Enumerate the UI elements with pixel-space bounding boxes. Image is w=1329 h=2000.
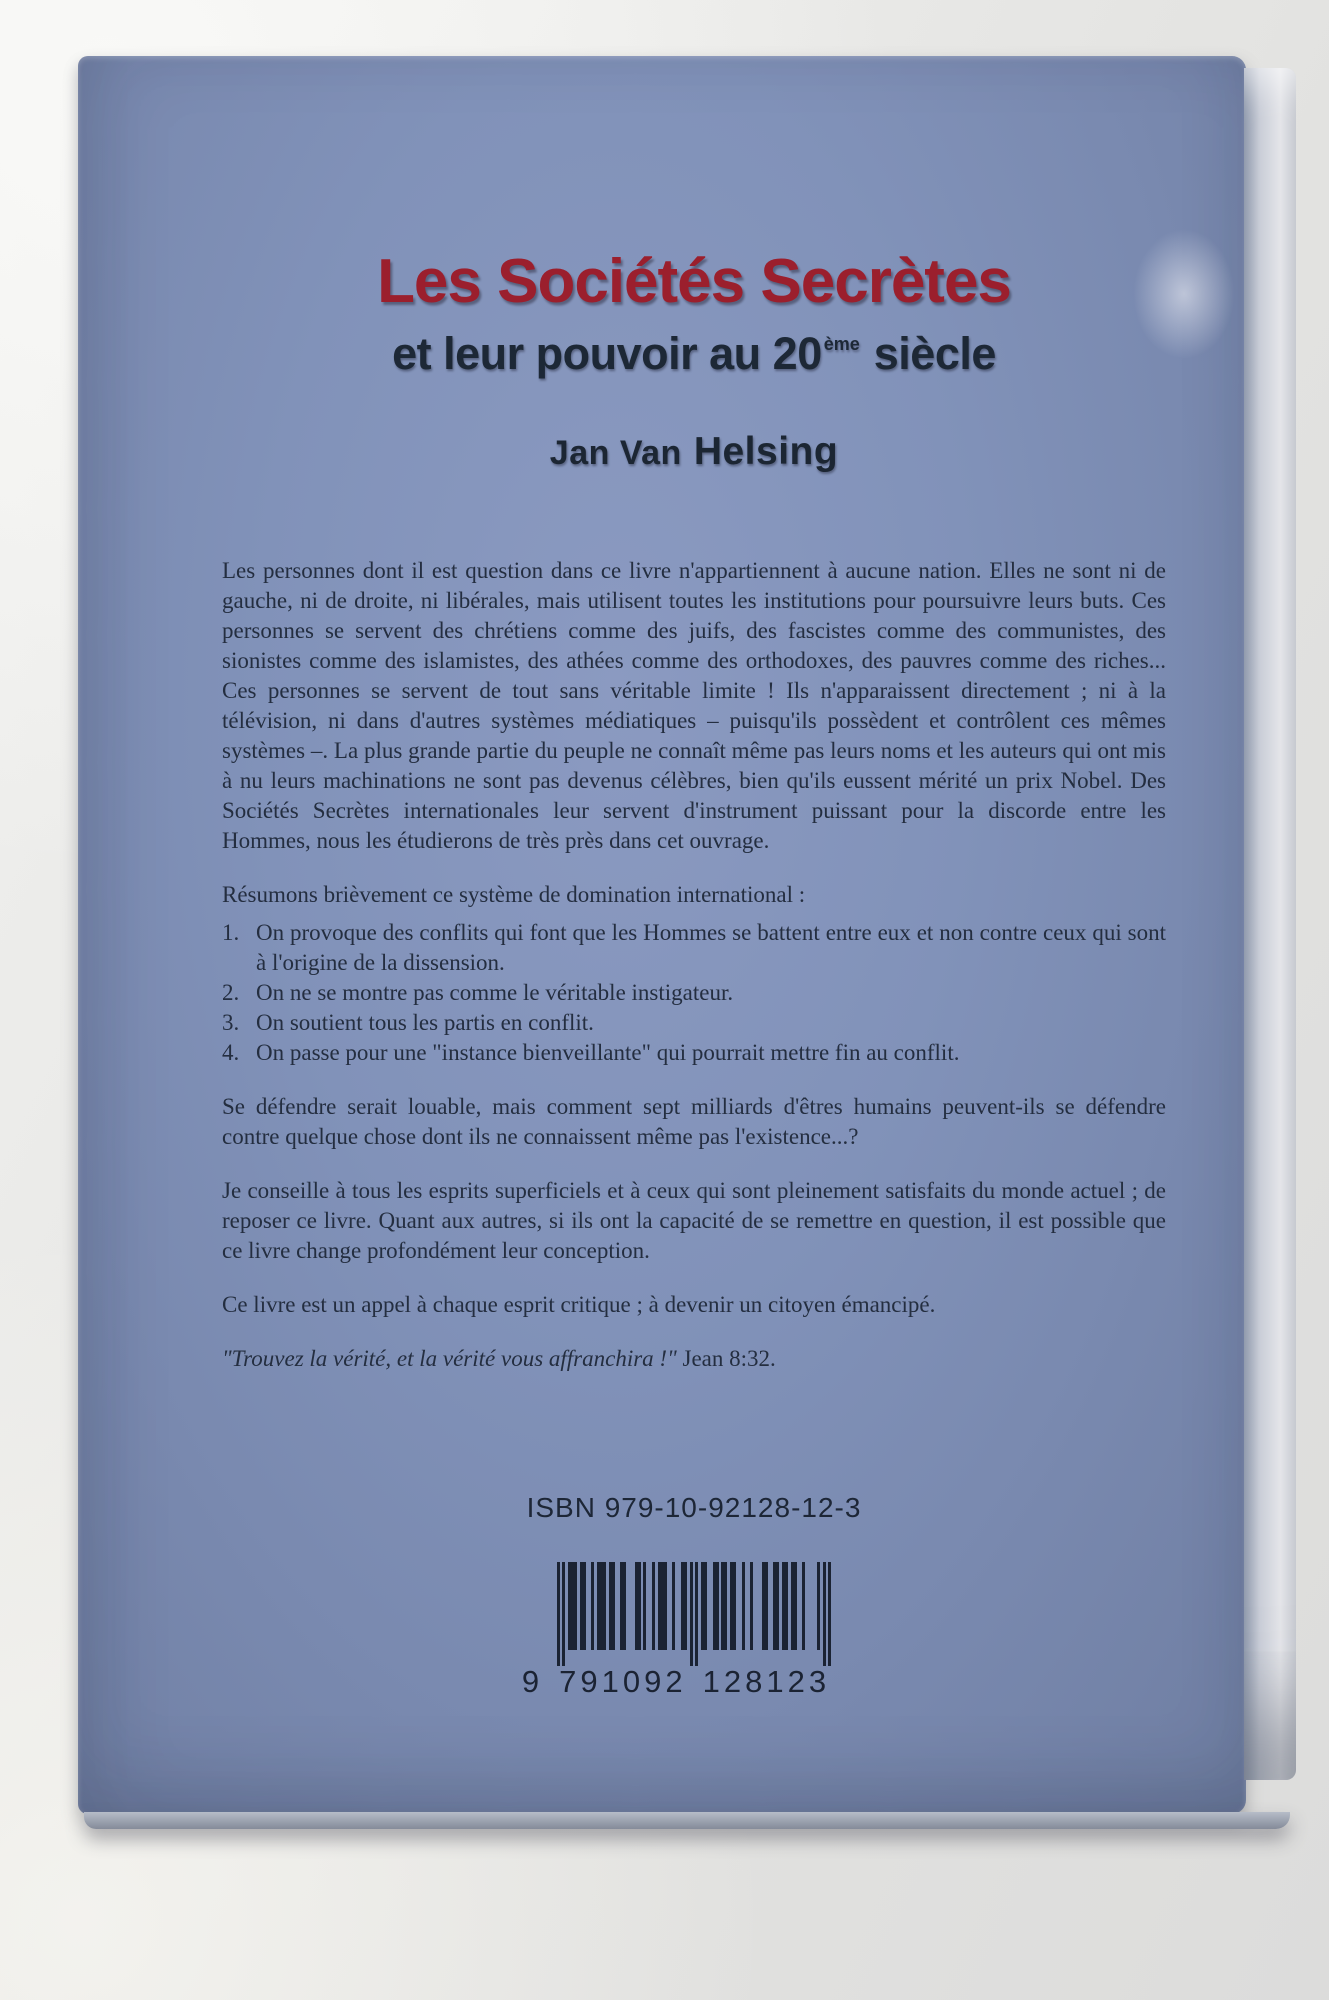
- paragraph-appeal: Ce livre est un appel à chaque esprit critique ; à devenir un citoyen émancipé.: [222, 1292, 936, 1317]
- barcode-digit-group-2: 128123: [702, 1664, 831, 1699]
- quote-attribution: Jean 8:32.: [676, 1346, 776, 1371]
- barcode-digit-lead: 9: [521, 1664, 544, 1699]
- subtitle-superscript: ème: [823, 334, 860, 355]
- barcode-bar: [828, 1562, 831, 1666]
- subtitle-pre: et leur pouvoir au 20: [392, 328, 822, 379]
- list-item-number: 1.: [222, 920, 240, 945]
- list-intro: Résumons brièvement ce système de domination international :: [222, 882, 806, 907]
- author-first-name: Jan Van: [549, 434, 682, 472]
- paragraph-advice: Je conseille à tous les esprits superficiels et à ceux qui sont pleinement satisfaits du monde actuel ; de reposer ce livre. Quant aux autres, si ils ont la capacité de se remettre en question, il est possible que ce livre change profondément leur conception.: [222, 1178, 1166, 1263]
- book-title: Les Sociétés Secrètes: [377, 247, 1011, 316]
- paragraph-defense: Se défendre serait louable, mais comment sept milliards d'êtres humains peuvent-ils se défendre contre quelque chose dont ils ne connaissent même pas l'existence...?: [222, 1094, 1166, 1149]
- list-item: [222, 1008, 1166, 1038]
- list-item: [222, 978, 1166, 1008]
- list-item-text: On ne se montre pas comme le véritable instigateur.: [256, 980, 734, 1005]
- barcode-digits: [522, 1664, 830, 1700]
- list-item: [222, 918, 1166, 978]
- isbn-label: ISBN 979-10-92128-12-3: [526, 1492, 862, 1523]
- list-item-text: On soutient tous les partis en conflit.: [256, 1010, 594, 1035]
- list-item-number: 2.: [222, 980, 240, 1005]
- list-item-text: On provoque des conflits qui font que les Hommes se battent entre eux et non contre ceux qui sont à l'origine de la dissension.: [256, 920, 1166, 975]
- quote-text: "Trouvez la vérité, et la vérité vous affranchira !": [222, 1346, 677, 1371]
- blurb-paragraph-main: Les personnes dont il est question dans ce livre n'appartiennent à aucune nation. Elles ne sont ni de gauche, ni de droite, ni libérales, mais utilisent toutes les institutions pour poursuivre leurs buts. Ces personnes se servent des chrétiens comme des juifs, des fascistes comme des communistes, des sionistes comme des islamistes, des athées comme des orthodoxes, des pauvres comme des riches... Ces personnes se servent de tout sans véritable limite ! Ils n'apparaissent directement ; ni à la télévision, ni dans d'autres systèmes médiatiques – puisqu'ils possèdent et contrôlent ces mêmes systèmes –. La plus grande partie du peuple ne connaît même pas leurs noms et les auteurs qui ont mis à nu leurs machinations ne sont pas devenus célèbres, bien qu'ils eussent mérité un prix Nobel. Des Sociétés Secrètes internationales leur servent d'instrument puissant pour la discorde entre les Hommes, nous les étudierons de très près dans cet ouvrage.: [222, 558, 1166, 853]
- book-subtitle: [222, 328, 1166, 380]
- barcode: [222, 1562, 1166, 1700]
- list-item-number: 3.: [222, 1010, 240, 1035]
- author-last-name: Helsing: [693, 430, 839, 473]
- bible-quote: [222, 1344, 1166, 1374]
- list-item-number: 4.: [222, 1040, 240, 1065]
- book-bottom-edge: [84, 1812, 1290, 1829]
- book-back-cover: [78, 56, 1246, 1814]
- list-item: [222, 1038, 1166, 1068]
- book-author: [222, 430, 1166, 474]
- list-item-text: On passe pour une "instance bienveillante" qui pourrait mettre fin au conflit.: [256, 1040, 960, 1065]
- barcode-digit-group-1: 791092: [559, 1664, 687, 1699]
- subtitle-post: siècle: [861, 328, 996, 379]
- domination-list: [222, 918, 1166, 1068]
- back-cover-blurb: [222, 556, 1166, 1398]
- barcode-bars: [557, 1562, 832, 1666]
